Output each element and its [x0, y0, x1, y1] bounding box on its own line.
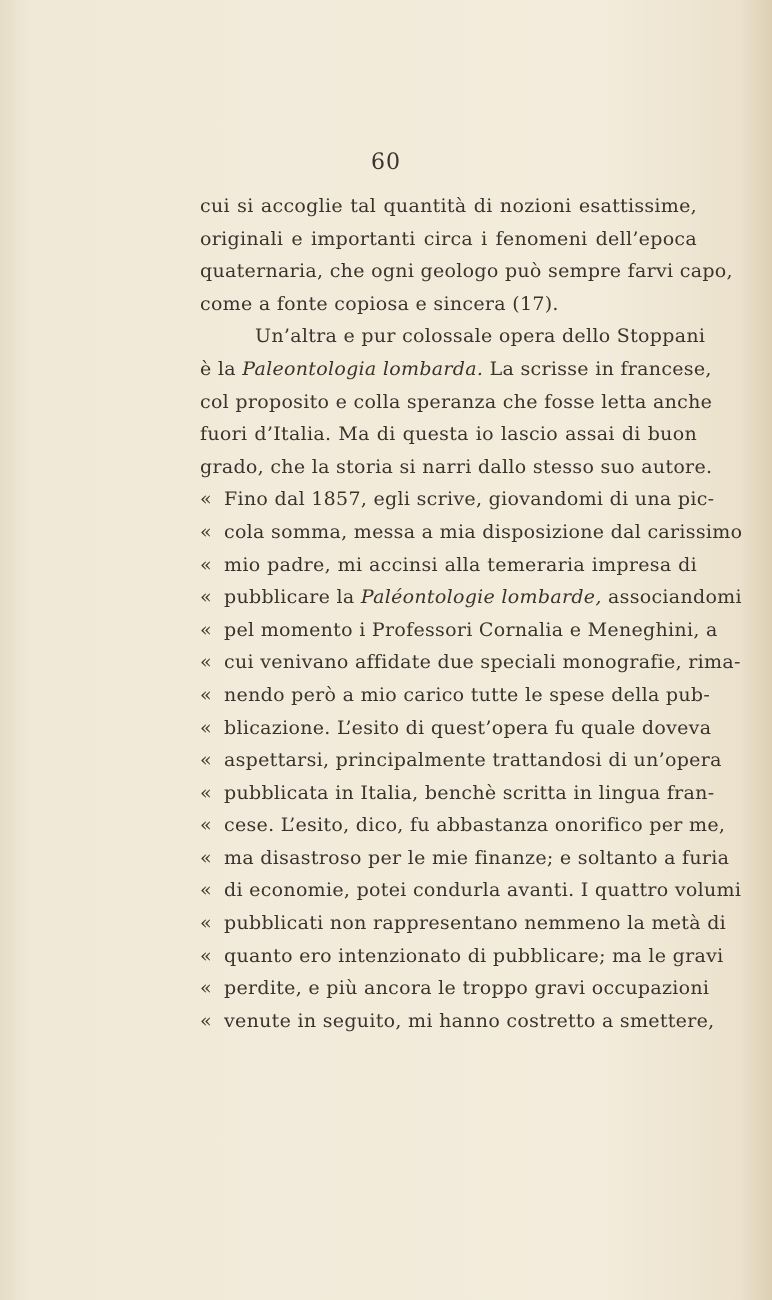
text-line [200, 288, 697, 321]
text-line [200, 646, 741, 679]
text-line [200, 809, 726, 842]
text-line [200, 516, 743, 549]
quote-mark: « [200, 1009, 212, 1032]
quote-mark: « [200, 944, 212, 967]
text-line [200, 744, 722, 777]
quote-mark: « [200, 912, 212, 935]
text-line [200, 549, 697, 582]
text-run: come a fonte copiosa e sincera (17). [200, 292, 559, 315]
quote-mark: « [200, 651, 212, 674]
text-line [200, 679, 711, 712]
quote-mark: « [200, 553, 212, 576]
text-line [200, 451, 713, 484]
text-line [200, 842, 730, 875]
text-run: pubblicati non rappresentano nemmeno la metà di [224, 912, 727, 935]
text-run: nendo però a mio carico tutte le spese della pub- [224, 683, 711, 706]
text-run: quanto ero intenzionato di pubblicare; ma le gravi [224, 944, 724, 967]
text-run: perdite, e più ancora le troppo gravi occupazioni [224, 977, 710, 1000]
text-run: è la [200, 357, 243, 380]
quote-mark: « [200, 846, 212, 869]
text-line [200, 712, 712, 745]
text-line [200, 940, 724, 973]
text-run: blicazione. L’esito di quest’opera fu quale doveva [224, 716, 712, 739]
quote-mark: « [200, 488, 212, 511]
text-line [200, 255, 733, 288]
text-line [200, 418, 697, 451]
text-run: pubblicata in Italia, benchè scritta in lingua fran- [224, 781, 715, 804]
text-run: pubblicare la [224, 586, 361, 609]
italic-title: Paleontologia lombarda. [242, 357, 484, 380]
text-line [200, 320, 706, 353]
text-line [200, 483, 715, 516]
quote-mark: « [200, 618, 212, 641]
text-line [200, 1005, 715, 1038]
text-run: originali e importanti circa i fenomeni dell’epoca [200, 227, 697, 250]
text-run: grado, che la storia si narri dallo stesso suo autore. [200, 455, 713, 478]
text-run: mio padre, mi accinsi alla temeraria impresa di [224, 553, 697, 576]
text-run: Un’altra e pur colossale opera dello Stoppani [255, 325, 706, 348]
quote-mark: « [200, 879, 212, 902]
text-run: cola somma, messa a mia disposizione dal carissimo [224, 520, 743, 543]
italic-title: Paléontologie lombarde, [360, 586, 602, 609]
quote-mark: « [200, 814, 212, 837]
text-line [200, 223, 697, 256]
text-run: quaternaria, che ogni geologo può sempre farvi capo, [200, 260, 733, 283]
text-line [200, 353, 712, 386]
quote-mark: « [200, 520, 212, 543]
text-run: cui venivano affidate due speciali monografie, rima- [224, 651, 741, 674]
quote-mark: « [200, 586, 212, 609]
text-run: di economie, potei condurla avanti. I quattro volumi [224, 879, 742, 902]
text-line [200, 972, 710, 1005]
text-run: col proposito e colla speranza che fosse letta anche [200, 390, 713, 413]
text-line [200, 907, 727, 940]
text-line [200, 386, 713, 419]
quote-mark: « [200, 683, 212, 706]
text-line [200, 874, 742, 907]
text-line [200, 777, 715, 810]
text-run: venute in seguito, mi hanno costretto a smettere, [224, 1009, 715, 1032]
text-run: associandomi [601, 586, 742, 609]
body-text [200, 190, 743, 1037]
page-number: 60 [371, 150, 401, 175]
text-run: cese. L’esito, dico, fu abbastanza onorifico per me, [224, 814, 726, 837]
text-run: ma disastroso per le mie finanze; e soltanto a furia [224, 846, 730, 869]
text-run: Fino dal 1857, egli scrive, giovandomi di una pic- [224, 488, 715, 511]
quote-mark: « [200, 749, 212, 772]
quote-mark: « [200, 716, 212, 739]
text-run: fuori d’Italia. Ma di questa io lascio assai di buon [200, 423, 697, 446]
text-run: La scrisse in francese, [483, 357, 712, 380]
quote-mark: « [200, 781, 212, 804]
text-run: cui si accoglie tal quantità di nozioni esattissime, [200, 195, 697, 217]
text-line [200, 581, 742, 614]
text-line [200, 190, 697, 223]
text-run: pel momento i Professori Cornalia e Meneghini, a [224, 618, 718, 641]
text-line [200, 614, 718, 647]
quote-mark: « [200, 977, 212, 1000]
text-run: aspettarsi, principalmente trattandosi di un’opera [224, 749, 722, 772]
